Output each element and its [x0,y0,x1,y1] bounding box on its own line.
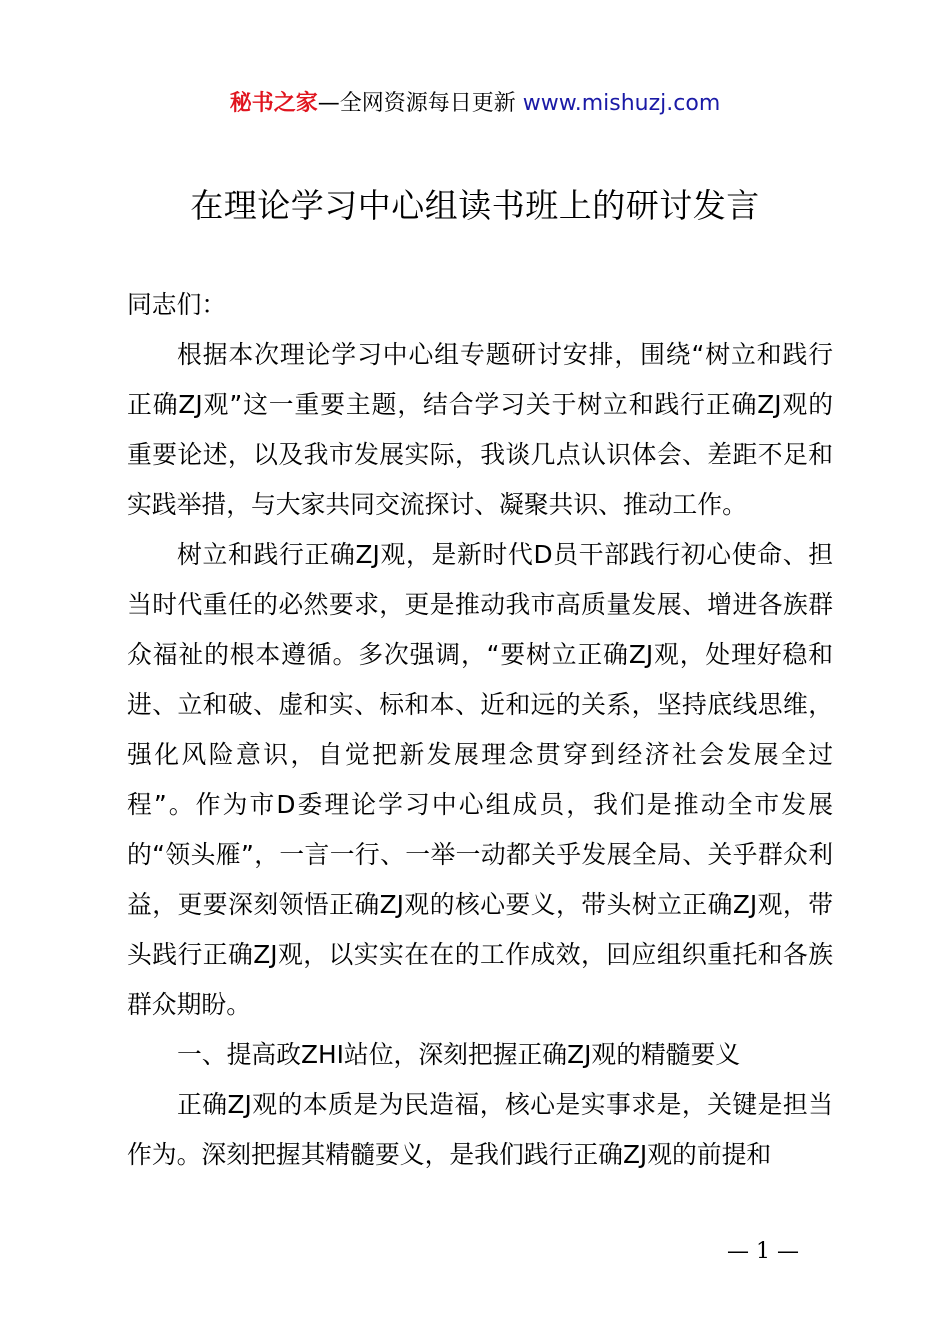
document-title: 在理论学习中心组读书班上的研讨发言 [190,186,760,225]
site-header [0,88,950,120]
salutation: 同志们： [127,290,227,319]
header-tagline: —全网资源每日更新 [317,91,523,116]
document-body [127,280,833,1180]
paragraph-intro: 根据本次理论学习中心组专题研讨安排，围绕“树立和践行正确ZJ观”这一重要主题，结合学习关于树立和践行正确ZJ观的重要论述，以及我市发展实际，我谈几点认识体会、差距不足和实践举措，与大家共同交流探讨、凝聚共识、推动工作。 [127,340,833,519]
section-paragraph: 正确ZJ观的本质是为民造福，核心是实事求是，关键是担当作为。深刻把握其精髓要义，是我们践行正确ZJ观的前提和 [127,1090,833,1169]
page-number: — 1 — [727,1239,799,1264]
site-url[interactable]: www.mishuzj.com [522,91,721,116]
section-heading: 一、提高政ZHI站位，深刻把握正确ZJ观的精髓要义 [177,1040,741,1069]
paragraph-main: 树立和践行正确ZJ观，是新时代D员干部践行初心使命、担当时代重任的必然要求，更是推动我市高质量发展、增进各族群众福祉的根本遵循。多次强调，“要树立正确ZJ观，处理好稳和进、立和破、虚和实、标和本、近和远的关系，坚持底线思维，强化风险意识，自觉把新发展理念贯穿到经济社会发展全过程”。作为市D委理论学习中心组成员，我们是推动全市发展的“领头雁”，一言一行、一举一动都关乎发展全局、关乎群众利益，更要深刻领悟正确ZJ观的核心要义，带头树立正确ZJ观，带头践行正确ZJ观，以实实在在的工作成效，回应组织重托和各族群众期盼。 [127,540,833,1019]
brand-name: 秘书之家 [229,91,318,116]
